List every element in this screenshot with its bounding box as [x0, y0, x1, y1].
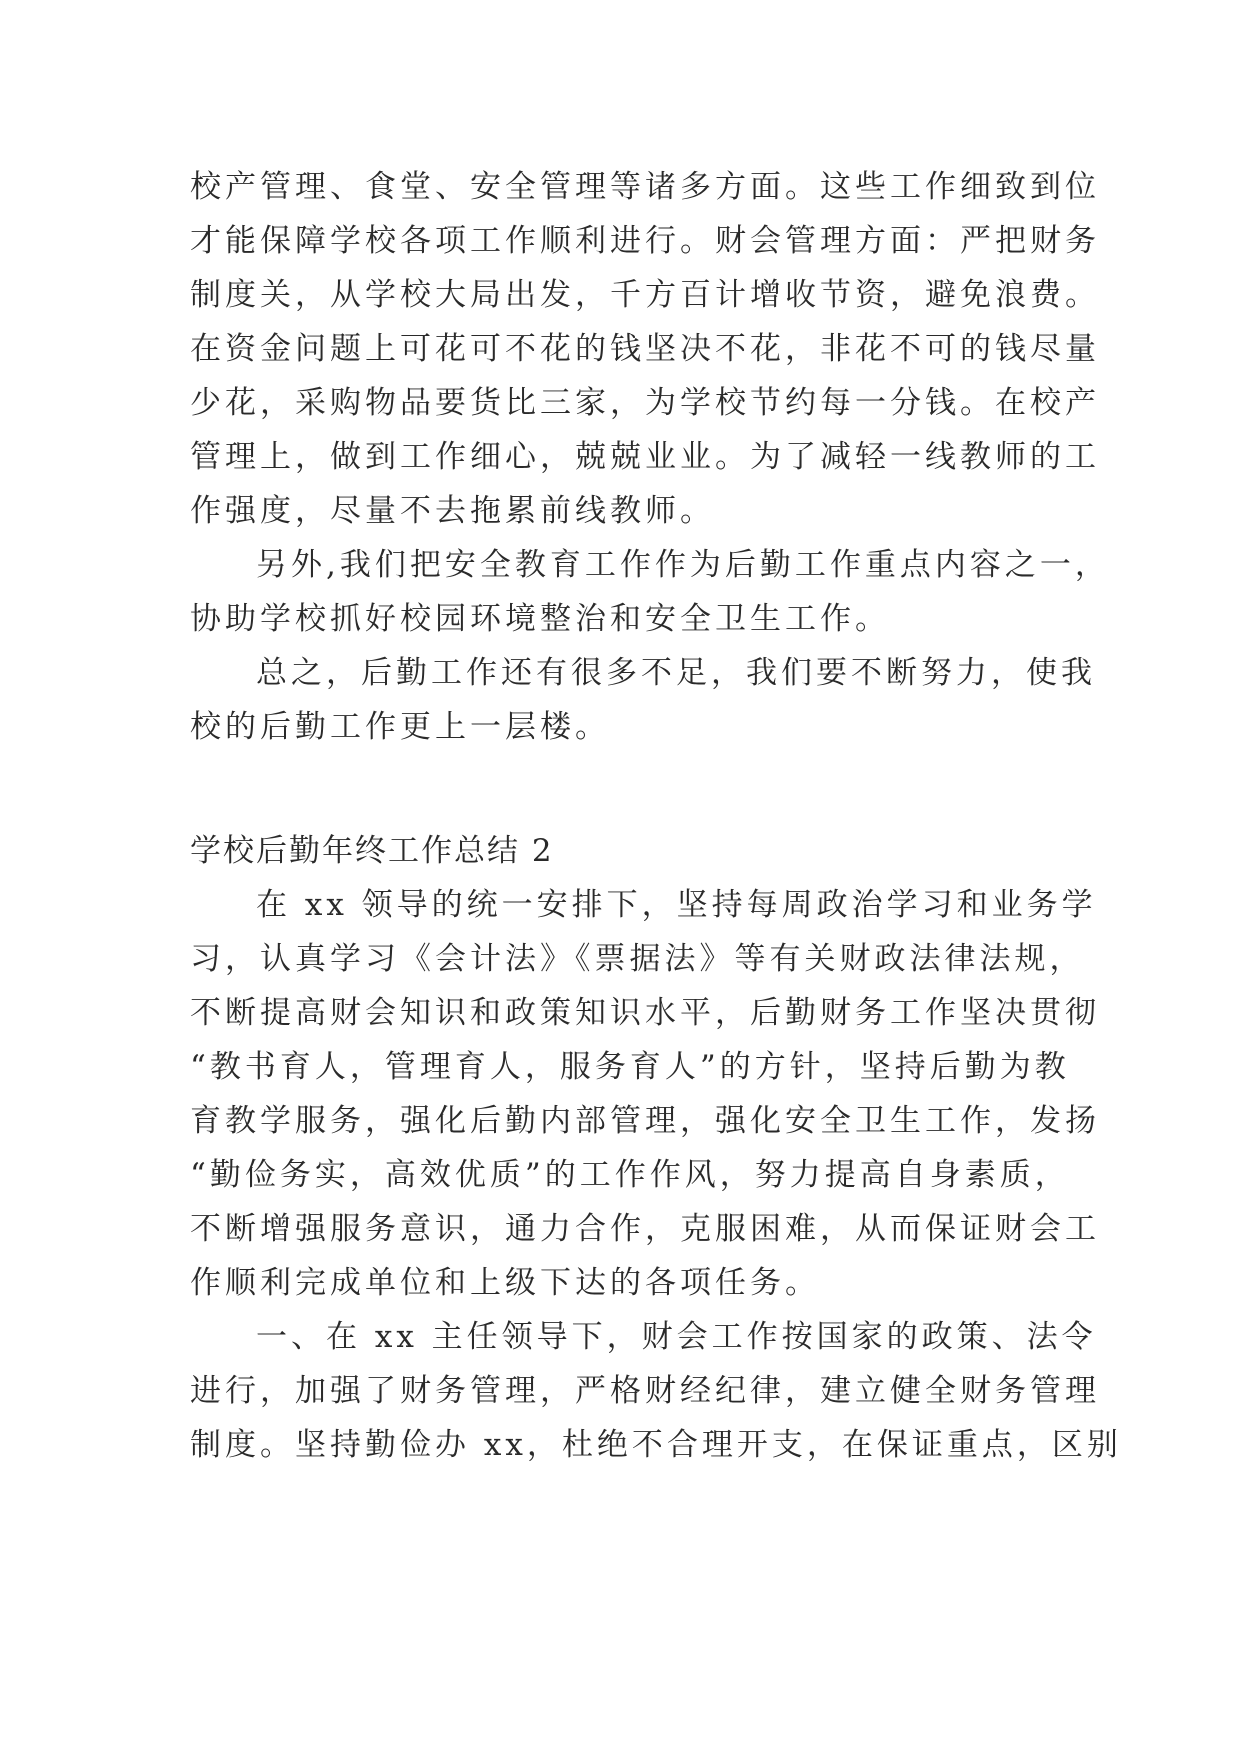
text-line: 才能保障学校各项工作顺利进行。财会管理方面：严把财务	[190, 223, 1100, 259]
text-line: 作顺利完成单位和上级下达的各项任务。	[190, 1265, 820, 1301]
paragraph-4	[190, 878, 1100, 1310]
text-line: 校产管理、食堂、安全管理等诸多方面。这些工作细致到位	[190, 169, 1100, 205]
text-line: 习，认真学习《会计法》《票据法》等有关财政法律法规，	[190, 941, 1085, 977]
section-title: 学校后勤年终工作总结 2	[190, 833, 554, 869]
text-line: 制度。坚持勤俭办 xx，杜绝不合理开支，在保证重点，区别	[190, 1427, 1122, 1463]
text-line: 育教学服务，强化后勤内部管理，强化安全卫生工作，发扬	[190, 1103, 1100, 1139]
text-line: 总之，后勤工作还有很多不足，我们要不断努力，使我	[256, 655, 1096, 691]
text-line: 少花，采购物品要货比三家，为学校节约每一分钱。在校产	[190, 385, 1100, 421]
text-line: 进行，加强了财务管理，严格财经纪律，建立健全财务管理	[190, 1373, 1100, 1409]
text-line: 另外,我们把安全教育工作作为后勤工作重点内容之一，	[256, 547, 1110, 583]
text-line: 管理上，做到工作细心，兢兢业业。为了减轻一线教师的工	[190, 439, 1100, 475]
paragraph-1	[190, 160, 1100, 538]
text-line: 制度关，从学校大局出发，千方百计增收节资，避免浪费。	[190, 277, 1100, 313]
text-line: “教书育人，管理育人，服务育人”的方针，坚持后勤为教	[190, 1049, 1070, 1085]
text-line: 在 xx 领导的统一安排下，坚持每周政治学习和业务学	[256, 887, 1097, 923]
text-line: 一、在 xx 主任领导下，财会工作按国家的政策、法令	[256, 1319, 1097, 1355]
document-body	[190, 160, 1122, 1472]
text-line: 协助学校抓好校园环境整治和安全卫生工作。	[190, 601, 890, 637]
text-line: 不断提高财会知识和政策知识水平，后勤财务工作坚决贯彻	[190, 995, 1100, 1031]
text-line: “勤俭务实，高效优质”的工作作风，努力提高自身素质，	[190, 1157, 1070, 1193]
text-line: 作强度，尽量不去拖累前线教师。	[190, 493, 715, 529]
section-gap	[190, 754, 1050, 824]
paragraph-5	[190, 1310, 1122, 1472]
text-line: 在资金问题上可花可不花的钱坚决不花，非花不可的钱尽量	[190, 331, 1100, 367]
text-line: 不断增强服务意识，通力合作，克服困难，从而保证财会工	[190, 1211, 1100, 1247]
paragraph-2	[190, 538, 1110, 646]
paragraph-3	[190, 646, 1096, 754]
text-line: 校的后勤工作更上一层楼。	[190, 709, 610, 745]
